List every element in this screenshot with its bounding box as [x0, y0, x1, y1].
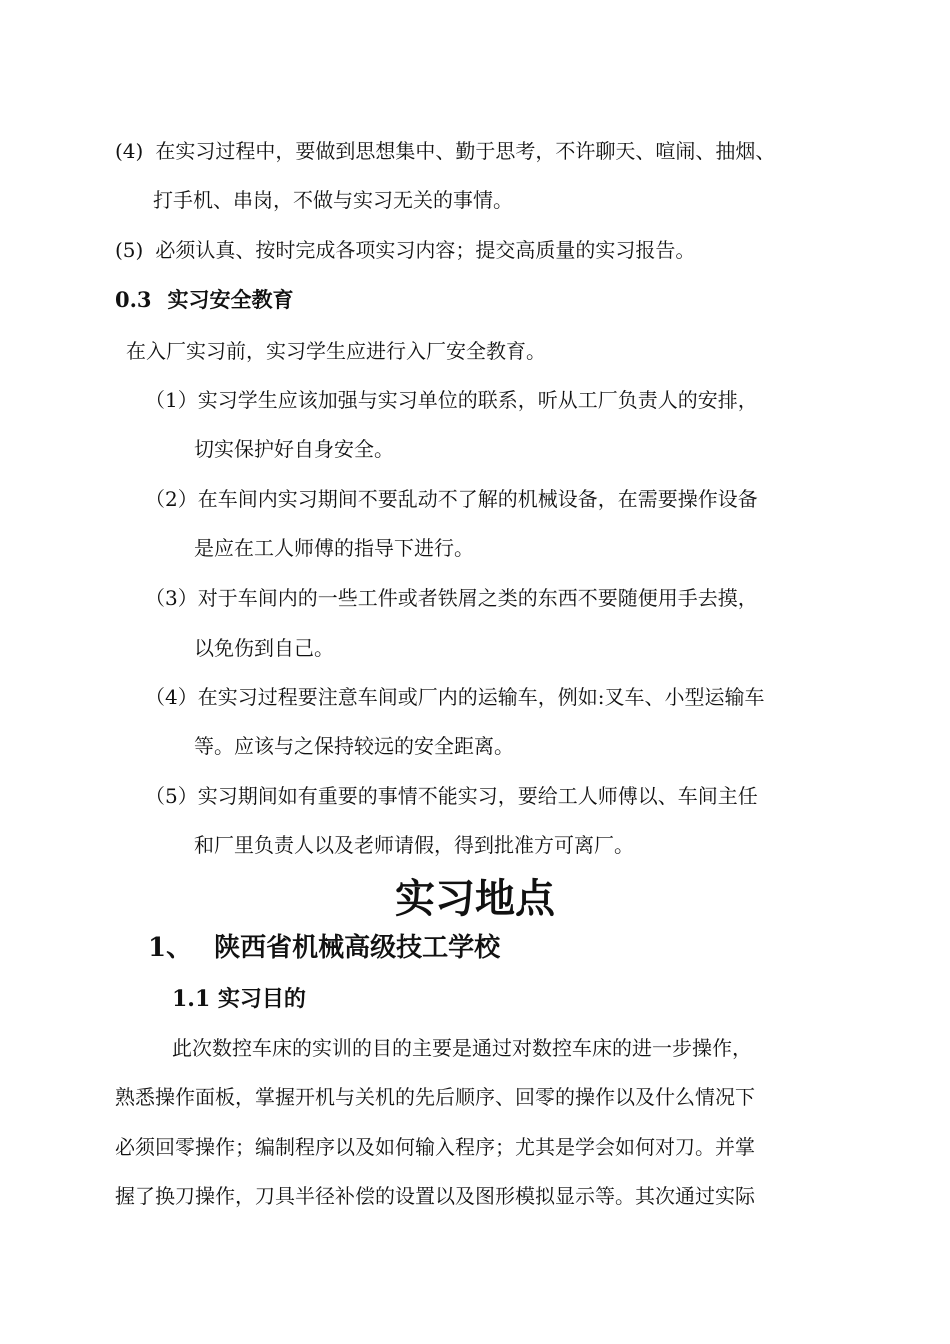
rule-item-4-line-1: [115, 139, 775, 163]
purpose-line-2: 熟悉操作面板，掌握开机与关机的先后顺序、回零的操作以及什么情况下: [115, 1085, 755, 1109]
safety-item-2-line-1: [145, 487, 758, 511]
safety-item-5-line-2: 和厂里负责人以及老师请假，得到批准方可离厂。: [194, 833, 634, 857]
rule-item-4-number: (4): [115, 139, 144, 163]
safety-item-1-line-2: 切实保护好自身安全。: [194, 437, 394, 461]
school-heading: [148, 932, 500, 964]
safety-item-3-number: （3）: [145, 586, 198, 610]
safety-intro: 在入厂实习前，实习学生应进行入厂安全教育。: [126, 339, 546, 363]
safety-item-1-text: 实习学生应该加强与实习单位的联系，听从工厂负责人的安排，: [197, 388, 758, 412]
safety-item-5-text: 实习期间如有重要的事情不能实习，要给工人师傅以、车间主任: [197, 784, 758, 808]
purpose-heading: 1.1 实习目的: [172, 986, 306, 1012]
section-heading-0-3: [115, 287, 294, 313]
safety-item-4-number: （4）: [145, 685, 198, 709]
purpose-line-4: 握了换刀操作，刀具半径补偿的设置以及图形模拟显示等。其次通过实际: [115, 1184, 755, 1208]
rule-item-5-number: (5): [115, 238, 144, 262]
safety-item-4-line-1: [145, 685, 764, 709]
safety-item-2-number: （2）: [145, 487, 198, 511]
school-number: 1、: [148, 933, 193, 963]
rule-item-5-text: 必须认真、按时完成各项实习内容；提交高质量的实习报告。: [155, 238, 696, 262]
rule-item-5-line-1: [115, 238, 695, 262]
safety-item-3-line-2: 以免伤到自己。: [194, 636, 334, 660]
safety-item-4-text: 在实习过程要注意车间或厂内的运输车，例如:叉车、小型运输车: [197, 685, 765, 709]
safety-item-5-number: （5）: [145, 784, 198, 808]
safety-item-2-text: 在车间内实习期间不要乱动不了解的机械设备，在需要操作设备: [197, 487, 758, 511]
school-name: 陕西省机械高级技工学校: [214, 933, 501, 963]
safety-item-1-line-1: [145, 388, 758, 412]
safety-item-2-line-2: 是应在工人师傅的指导下进行。: [194, 536, 474, 560]
purpose-line-1: 此次数控车床的实训的目的主要是通过对数控车床的进一步操作，: [172, 1036, 752, 1060]
safety-item-3-text: 对于车间内的一些工件或者铁屑之类的东西不要随便用手去摸，: [197, 586, 758, 610]
safety-item-5-line-1: [145, 784, 758, 808]
section-number: 0.3: [115, 287, 152, 312]
rule-item-4-text: 在实习过程中，要做到思想集中、勤于思考，不许聊天、喧闹、抽烟、: [155, 139, 776, 163]
section-title: 实习安全教育: [167, 287, 294, 312]
safety-item-4-line-2: 等。应该与之保持较远的安全距离。: [194, 734, 514, 758]
main-title: 实习地点: [395, 875, 555, 922]
safety-item-1-number: （1）: [145, 388, 198, 412]
purpose-line-3: 必须回零操作；编制程序以及如何输入程序；尤其是学会如何对刀。并掌: [115, 1135, 755, 1159]
rule-item-4-line-2: 打手机、串岗，不做与实习无关的事情。: [153, 188, 513, 212]
safety-item-3-line-1: [145, 586, 758, 610]
